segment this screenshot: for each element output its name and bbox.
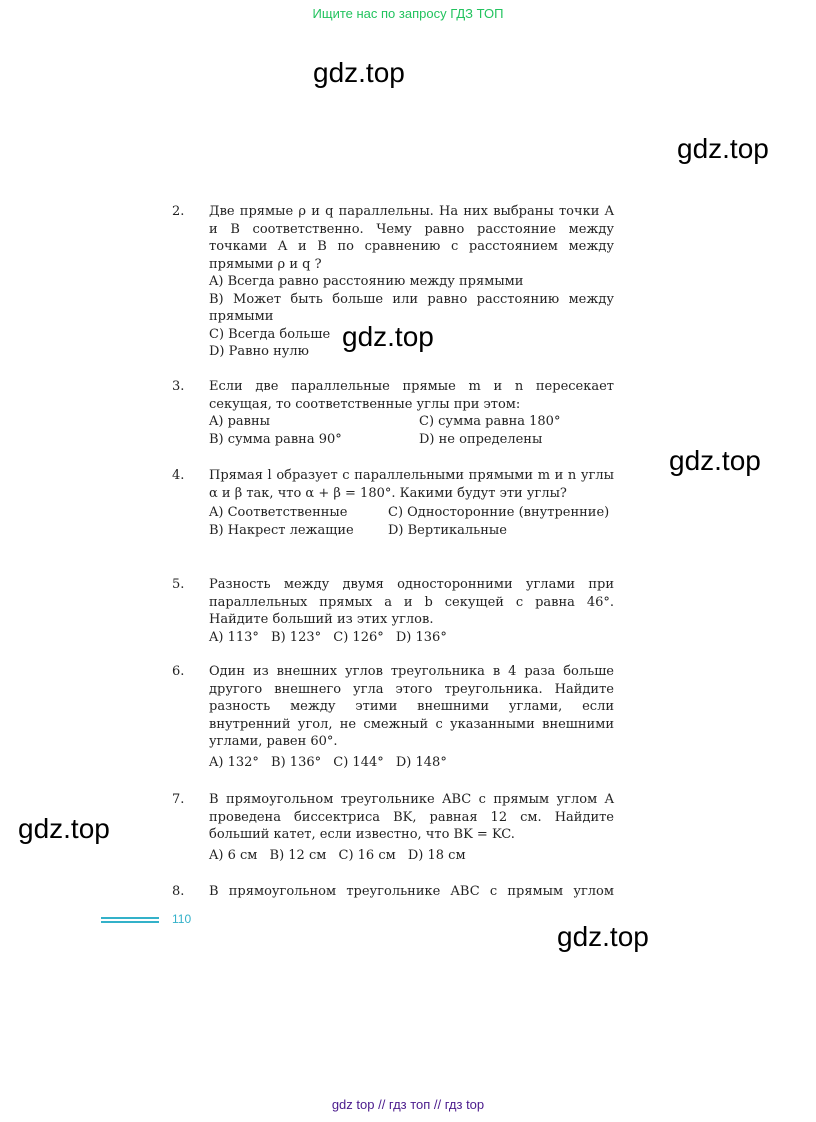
answer-option: D) 18 см <box>407 847 466 863</box>
question-text: Прямая l образует с параллельными прямыми m и n углы α и β так, что α + β = 180°. Какими будут эти углы? <box>209 468 614 501</box>
answer-option: B) 136° <box>271 754 322 770</box>
question-number: 6. <box>172 664 185 679</box>
question-text: Разность между двумя односторонними углами при параллельных прямых a и b секущей c равна 46°. Найдите больший из этих углов. <box>209 577 614 627</box>
question-number: 5. <box>172 577 185 592</box>
search-banner: Ищите нас по запросу ГДЗ ТОП <box>312 6 504 21</box>
answer-option: C) 126° <box>333 629 384 645</box>
answer-option: B) Может быть больше или равно расстоянию между прямыми <box>209 291 614 324</box>
answer-option: A) 113° <box>209 629 259 645</box>
answer-option: A) Соответственные <box>209 505 348 520</box>
question-8 <box>172 883 614 901</box>
question-text: Если две параллельные прямые m и n пересекает секущая, то соответственные углы при этом: <box>209 379 614 412</box>
answer-option: A) 132° <box>209 754 259 770</box>
watermark: gdz.top <box>669 445 761 476</box>
watermark: gdz.top <box>313 57 405 88</box>
watermark: gdz.top <box>677 133 769 164</box>
question-4 <box>172 467 614 539</box>
answer-option: A) равны <box>209 414 270 429</box>
question-text: В прямоугольном треугольнике ABC с прямым углом <box>209 884 614 899</box>
question-number: 2. <box>172 204 185 219</box>
question-number: 8. <box>172 884 185 899</box>
answer-option: D) не определены <box>419 431 543 447</box>
question-7 <box>172 791 614 864</box>
watermark: gdz.top <box>342 321 434 352</box>
question-text: Один из внешних углов треугольника в 4 раза больше другого внешнего угла этого треугольника. Найдите разность между этими внешними углами, если внутренний угол, не смежный с указанными внешними углами, равен 60°. <box>209 664 614 749</box>
question-5 <box>172 576 614 646</box>
answer-option: C) Всегда больше <box>209 326 331 342</box>
question-number: 4. <box>172 468 185 483</box>
question-text: В прямоугольном треугольнике ABC с прямым углом A проведена биссектриса BK, равная 12 см. Найдите больший катет, если известно, что BK = KC. <box>209 792 614 842</box>
answer-option: C) сумма равна 180° <box>419 414 561 429</box>
page-number-rule <box>101 917 159 925</box>
answer-option: C) 144° <box>333 754 384 770</box>
question-3 <box>172 378 614 448</box>
page-number: 110 <box>172 912 192 926</box>
answer-option: D) 148° <box>395 754 447 770</box>
answer-option: B) Накрест лежащие <box>209 522 354 538</box>
watermark: gdz.top <box>18 813 110 844</box>
answer-option: C) Односторонние (внутренние) <box>388 505 610 520</box>
answer-option: C) 16 см <box>338 847 396 863</box>
answer-option: D) 136° <box>395 629 447 645</box>
watermark: gdz.top <box>557 921 649 952</box>
answer-option: D) Равно нулю <box>209 344 309 359</box>
answer-option: B) 123° <box>271 629 322 645</box>
answer-option: B) 12 см <box>269 847 327 863</box>
footer-links[interactable]: gdz top // гдз топ // гдз top <box>331 1097 485 1112</box>
question-6 <box>172 663 614 771</box>
answer-option: D) Вертикальные <box>388 522 507 538</box>
question-number: 3. <box>172 379 185 394</box>
question-text: Две прямые ρ и q параллельны. На них выбраны точки A и B соответственно. Чему равно расстояние между точками A и B по сравнению с расстоянием между прямыми ρ и q ? <box>209 204 614 272</box>
answer-option: A) Всегда равно расстоянию между прямыми <box>209 274 524 289</box>
question-number: 7. <box>172 792 185 807</box>
answer-option: B) сумма равна 90° <box>209 431 342 447</box>
answer-option: A) 6 см <box>209 847 258 863</box>
